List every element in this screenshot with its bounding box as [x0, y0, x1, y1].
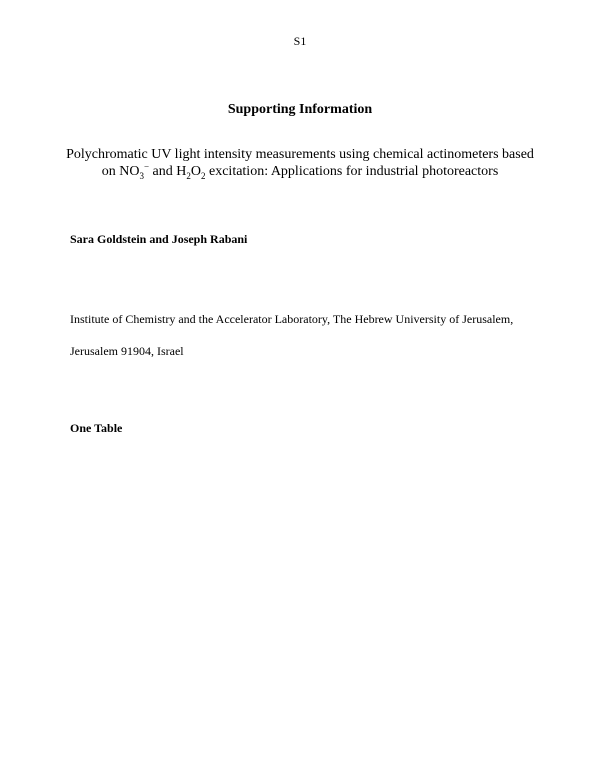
section-heading: Supporting Information [227, 102, 373, 117]
title-text-o: O [190, 164, 201, 179]
page-number: S1 [293, 34, 307, 48]
title-superscript-minus: − [143, 161, 150, 172]
title-subscript-2a: 2 [186, 170, 191, 181]
title-text-and-h: and H [149, 164, 187, 179]
table-count: One Table [70, 421, 123, 435]
title-subscript-2b: 2 [201, 170, 206, 181]
paper-title-line-1: Polychromatic UV light intensity measurements using chemical actinometers based [66, 147, 534, 162]
title-subscript-3: 3 [139, 170, 144, 181]
title-text-excitation: excitation: Applications for industrial photoreactors [205, 164, 499, 179]
affiliation-line-2: Jerusalem 91904, Israel [70, 344, 184, 358]
paper-title-line-2 [40, 163, 560, 180]
authors: Sara Goldstein and Joseph Rabani [70, 232, 248, 246]
affiliation-line-1: Institute of Chemistry and the Accelerator Laboratory, The Hebrew University of Jerusalem, [70, 312, 514, 326]
title-text-on-no: on NO [101, 164, 140, 179]
paper-title [40, 146, 560, 180]
